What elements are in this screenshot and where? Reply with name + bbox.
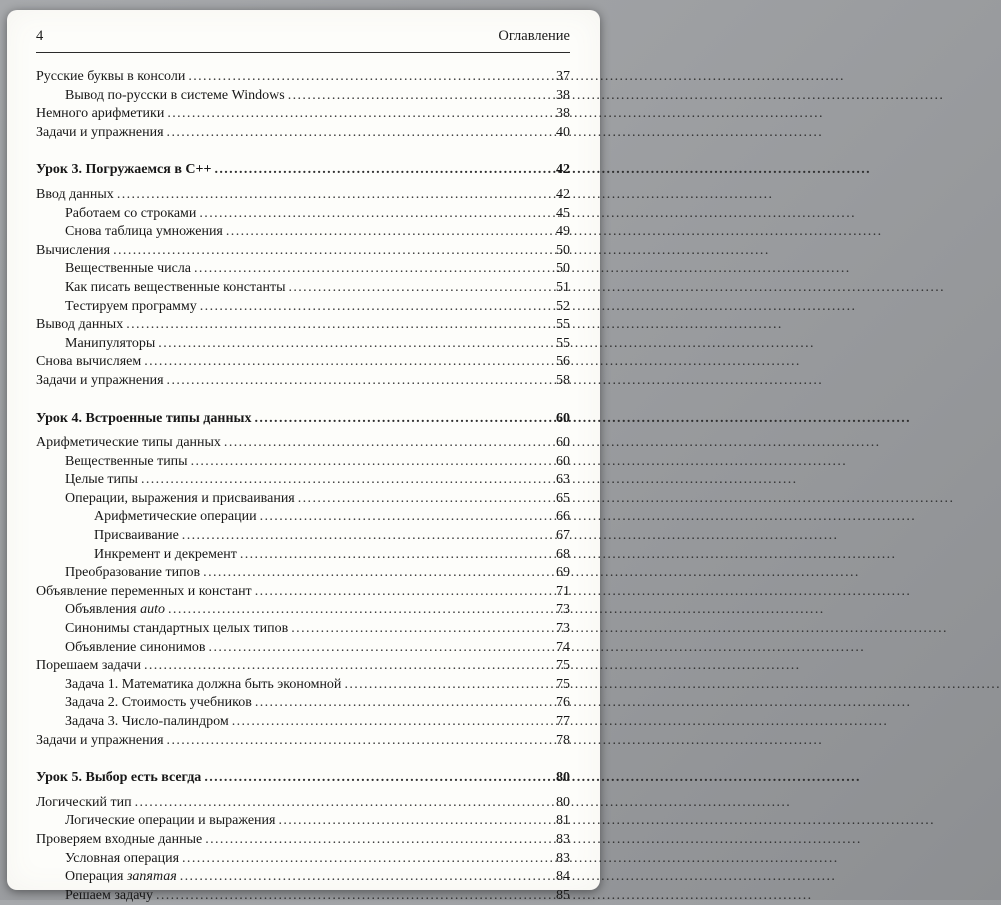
toc-entry — [36, 242, 570, 261]
toc-entry — [36, 410, 570, 429]
toc-entry — [36, 657, 570, 676]
toc-entry — [36, 732, 570, 751]
toc-entry-page: 78 — [556, 732, 570, 748]
toc-entry-label: Урок 5. Выбор есть всегда — [36, 770, 202, 786]
toc-entry-page: 75 — [556, 676, 570, 692]
toc-entry-page: 42 — [556, 186, 570, 202]
toc-leader-dots — [254, 410, 549, 429]
toc-leader-dots — [191, 453, 549, 472]
toc-leader-dots — [180, 868, 549, 887]
toc-entry — [36, 279, 570, 298]
toc-leader-dots — [158, 335, 549, 354]
toc-entry-label: Задача 1. Математика должна быть экономной — [65, 676, 342, 692]
toc-leader-dots — [288, 87, 549, 106]
toc-entry-page: 67 — [556, 528, 570, 544]
toc-entry-page: 51 — [556, 279, 570, 295]
toc-entry-label: Снова вычисляем — [36, 354, 142, 370]
toc-entry — [36, 124, 570, 143]
toc-entry — [36, 205, 570, 224]
toc-entry-label: Немного арифметики — [36, 106, 165, 122]
toc-entry-label: Объявления auto — [65, 602, 166, 618]
toc-entry — [36, 316, 570, 335]
toc-entry — [36, 639, 570, 658]
toc-entry-page: 50 — [556, 261, 570, 277]
toc-entry — [36, 831, 570, 850]
toc-entry — [36, 186, 570, 205]
toc-entry-label: Преобразование типов — [65, 565, 201, 581]
toc-leader-dots — [226, 223, 549, 242]
toc-entry-label: Тестируем программу — [65, 298, 197, 314]
toc-entry — [36, 769, 570, 788]
toc-entry — [36, 490, 570, 509]
toc-entry — [36, 794, 570, 813]
toc-entry-page: 38 — [556, 106, 570, 122]
toc-leader-dots — [126, 316, 549, 335]
toc-entry-label: Работаем со строками — [65, 205, 197, 221]
toc-entry — [36, 812, 570, 831]
toc-leader-dots — [203, 564, 549, 583]
toc-entry-page: 84 — [556, 869, 570, 885]
toc-entry-page: 42 — [556, 162, 570, 178]
toc-entry-label: Присваивание — [94, 528, 179, 544]
toc-entry-label: Операции, выражения и присваивания — [65, 490, 295, 506]
toc-entry-label: Задача 3. Число-палиндром — [65, 714, 229, 729]
toc-entry-label: Целые типы — [65, 472, 138, 488]
toc-leader-dots — [141, 471, 549, 490]
toc-entry-label: Вывод данных — [36, 317, 124, 333]
toc-entry — [36, 676, 570, 695]
toc-entry-page: 60 — [556, 410, 570, 426]
toc-entry-label: Урок 4. Встроенные типы данных — [36, 410, 252, 426]
toc-leader-dots — [232, 713, 549, 732]
toc-entry-page: 38 — [556, 87, 570, 103]
toc-leader-dots — [167, 732, 549, 751]
toc-entry-label: Порешаем задачи — [36, 658, 141, 674]
toc-entry-label: Условная операция — [65, 850, 180, 866]
toc-entry — [36, 887, 570, 905]
toc-entry-label: Задачи и упражнения — [36, 124, 164, 140]
toc-leader-dots — [199, 205, 549, 224]
toc-leader-dots — [182, 527, 549, 546]
toc-leader-dots — [182, 850, 549, 869]
toc-entry — [36, 353, 570, 372]
toc-leader-dots — [135, 794, 549, 813]
toc-entry — [36, 453, 570, 472]
toc-entry — [36, 223, 570, 242]
toc-entry-page: 60 — [556, 453, 570, 469]
toc-leader-dots — [298, 490, 549, 509]
toc-entry-label: Вычисления — [36, 242, 111, 258]
toc-entry-page: 45 — [556, 205, 570, 221]
toc-entry — [36, 105, 570, 124]
toc-entry-page: 56 — [556, 354, 570, 370]
page-number: 4 — [36, 28, 44, 44]
toc-entry — [36, 508, 570, 527]
toc-leader-dots — [113, 242, 549, 261]
toc-entry-label: Синонимы стандартных целых типов — [65, 621, 289, 637]
toc-entry — [36, 601, 570, 620]
toc-entry-label: Вывод по-русски в системе Windows — [65, 87, 285, 103]
toc-entry-page: 73 — [556, 621, 570, 637]
toc-leader-dots — [205, 831, 549, 850]
toc-entry-label: Арифметические типы данных — [36, 435, 221, 451]
toc-entry — [36, 546, 570, 565]
toc-entry — [36, 713, 570, 732]
toc-entry-page: 40 — [556, 124, 570, 140]
toc-entry-page: 55 — [556, 317, 570, 333]
toc-leader-dots — [214, 161, 549, 180]
toc-entry-page: 73 — [556, 602, 570, 618]
toc-entry-label: Операция запятая — [65, 869, 177, 885]
toc-entry — [36, 434, 570, 453]
toc-entry-label: Решаем задачу — [65, 887, 153, 903]
toc-entry — [36, 260, 570, 279]
toc-entry-page: 85 — [556, 887, 570, 903]
toc-entry-label: Проверяем входные данные — [36, 831, 203, 847]
page-header — [36, 28, 570, 53]
toc-leader-dots — [278, 812, 549, 831]
toc-leader-dots — [144, 657, 549, 676]
toc-leader-dots — [260, 508, 549, 527]
toc-entry — [36, 68, 570, 87]
toc-entry-page: 65 — [556, 490, 570, 506]
toc-entry-label: Урок 3. Погружаемся в C++ — [36, 162, 212, 178]
toc-entry-page: 76 — [556, 695, 570, 711]
toc-entry-label: Задачи и упражнения — [36, 372, 164, 388]
toc-entry-label: Вещественные числа — [65, 261, 192, 277]
toc-entry — [36, 335, 570, 354]
toc-leader-dots — [167, 105, 549, 124]
toc-leader-dots — [204, 769, 549, 788]
toc-entry-page: 37 — [556, 69, 570, 84]
toc-entry-label: Вещественные типы — [65, 453, 188, 469]
toc-entry-page: 71 — [556, 583, 570, 599]
toc-entry — [36, 868, 570, 887]
toc-entry-page: 74 — [556, 639, 570, 655]
toc-leader-dots — [255, 694, 549, 713]
toc-entry — [36, 527, 570, 546]
toc-leader-dots — [168, 601, 549, 620]
toc-entry-label: Задача 2. Стоимость учебников — [65, 695, 252, 711]
toc-entry-page: 52 — [556, 298, 570, 314]
toc-entry-page: 60 — [556, 435, 570, 451]
toc-entry-label: Снова таблица умножения — [65, 224, 223, 240]
toc-entry — [36, 372, 570, 391]
toc-entry-label: Логические операции и выражения — [65, 813, 276, 829]
toc-entry — [36, 161, 570, 180]
toc-entry-label: Ввод данных — [36, 186, 114, 202]
book-page — [7, 10, 600, 903]
toc-entry — [36, 694, 570, 713]
toc-list — [36, 68, 570, 905]
running-head: Оглавление — [498, 28, 570, 44]
toc-leader-dots — [288, 279, 549, 298]
toc-entry-label: Инкремент и декремент — [94, 546, 237, 562]
toc-entry-label: Логический тип — [36, 794, 132, 810]
toc-entry-page: 66 — [556, 509, 570, 525]
toc-leader-dots — [144, 353, 549, 372]
toc-entry-page: 68 — [556, 546, 570, 562]
toc-entry-page: 83 — [556, 850, 570, 866]
toc-entry-page: 83 — [556, 831, 570, 847]
toc-entry-page: 50 — [556, 242, 570, 258]
toc-entry — [36, 471, 570, 490]
toc-entry — [36, 583, 570, 602]
toc-leader-dots — [224, 434, 549, 453]
toc-leader-dots — [255, 583, 549, 602]
toc-entry-label: Русские буквы в консоли — [36, 69, 186, 84]
toc-leader-dots — [188, 68, 549, 87]
toc-entry-label: Арифметические операции — [94, 509, 257, 525]
toc-entry-page: 63 — [556, 472, 570, 488]
toc-entry-page: 58 — [556, 372, 570, 388]
toc-entry-label: Объявление синонимов — [65, 639, 206, 655]
toc-entry-page: 80 — [556, 794, 570, 810]
toc-entry-page: 55 — [556, 335, 570, 351]
toc-entry-label: Как писать вещественные константы — [65, 279, 286, 295]
toc-entry-page: 49 — [556, 224, 570, 240]
toc-leader-dots — [167, 124, 549, 143]
toc-leader-dots — [209, 639, 549, 658]
toc-entry-page: 69 — [556, 565, 570, 581]
toc-entry — [36, 620, 570, 639]
toc-entry-label: Манипуляторы — [65, 335, 156, 351]
toc-entry-page: 75 — [556, 658, 570, 674]
toc-leader-dots — [291, 620, 549, 639]
toc-leader-dots — [240, 546, 549, 565]
toc-entry-label: Задачи и упражнения — [36, 732, 164, 748]
toc-leader-dots — [117, 186, 549, 205]
toc-entry — [36, 87, 570, 106]
toc-entry-page: 80 — [556, 770, 570, 786]
toc-leader-dots — [200, 298, 549, 317]
toc-entry-page: 77 — [556, 714, 570, 729]
toc-leader-dots — [344, 676, 549, 695]
toc-entry-page: 81 — [556, 813, 570, 829]
toc-leader-dots — [194, 260, 549, 279]
toc-entry-label: Объявление переменных и констант — [36, 583, 252, 599]
toc-entry — [36, 298, 570, 317]
toc-leader-dots — [156, 887, 549, 905]
toc-entry — [36, 850, 570, 869]
toc-leader-dots — [167, 372, 549, 391]
toc-entry — [36, 564, 570, 583]
